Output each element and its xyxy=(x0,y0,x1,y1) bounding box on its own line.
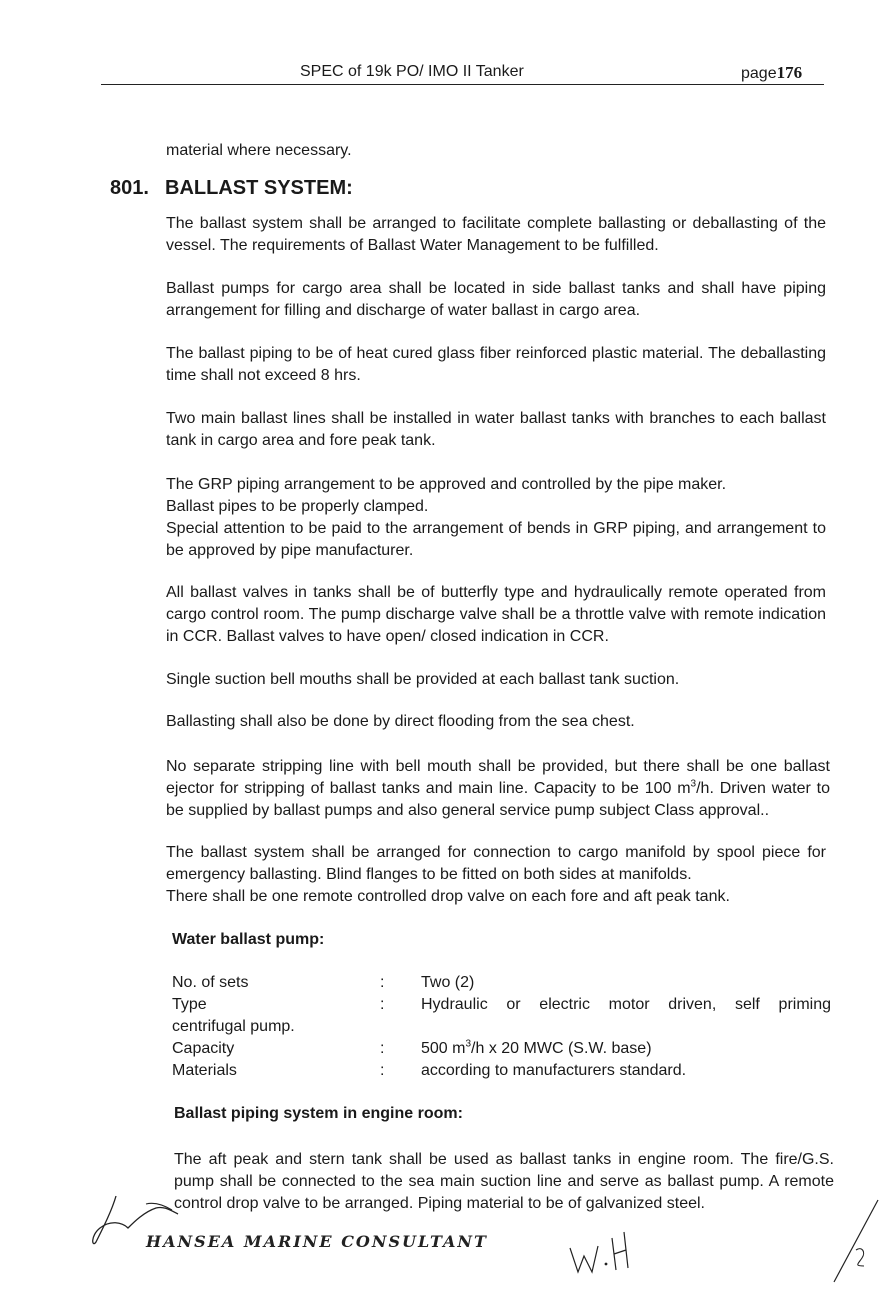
engine-room-heading: Ballast piping system in engine room: xyxy=(174,1105,463,1122)
page-number-value: 176 xyxy=(776,63,803,82)
paragraph-bell-mouths: Single suction bell mouths shall be provided at each ballast tank suction. xyxy=(166,671,680,688)
spec-value-capacity xyxy=(421,1040,652,1058)
spec-colon: : xyxy=(380,1040,385,1057)
signature-initials-center xyxy=(566,1222,636,1284)
spec-label-materials: Materials xyxy=(172,1062,237,1079)
signature-stroke-right xyxy=(826,1196,886,1290)
paragraph-valves: All ballast valves in tanks shall be of butterfly type and hydraulically remote operated from cargo control room. The pump discharge valve shall be a throttle valve with remote indication in CCR. Ballast valves to have open/ closed indication in CCR. xyxy=(166,584,826,645)
spec-colon: : xyxy=(380,1062,385,1079)
spec-colon: : xyxy=(380,996,385,1013)
page-number xyxy=(741,63,802,83)
superscript-3: 3 xyxy=(465,1038,472,1050)
paragraph-clamping: Ballast pipes to be properly clamped. xyxy=(166,498,429,515)
spec-value-materials: according to manufacturers standard. xyxy=(421,1062,687,1079)
spec-label-sets: No. of sets xyxy=(172,974,249,991)
header-title: SPEC of 19k PO/ IMO II Tanker xyxy=(300,63,524,80)
page-prefix: page xyxy=(741,65,777,82)
spec-label-capacity: Capacity xyxy=(172,1040,235,1057)
capacity-value-post: /h x 20 MWC (S.W. base) xyxy=(471,1040,652,1057)
stripping-text-part2: /h. Driven water to be supplied by ballast pumps and also general service pump subject Class approval.. xyxy=(166,780,831,819)
paragraph-ballast-pumps: Ballast pumps for cargo area shall be located in side ballast tanks and shall have piping arrangement for filling and discharge of water ballast in cargo area. xyxy=(166,280,826,319)
spec-colon: : xyxy=(380,974,385,991)
footer-company-name: HANSEA MARINE CONSULTANT xyxy=(146,1232,488,1251)
paragraph-engine-room: The aft peak and stern tank shall be used as ballast tanks in engine room. The fire/G.S. pump shall be connected to the sea main suction line and serve as ballast pump. A remote control drop valve to be arranged. Piping material to be of galvanized steel. xyxy=(174,1151,834,1212)
water-ballast-pump-heading: Water ballast pump: xyxy=(172,931,325,948)
paragraph-main-lines: Two main ballast lines shall be installed in water ballast tanks with branches to each ballast tank in cargo area and fore peak tank. xyxy=(166,410,826,449)
section-number: 801. xyxy=(110,177,149,199)
capacity-value-pre: 500 m xyxy=(421,1040,466,1057)
paragraph-bends: Special attention to be paid to the arrangement of bends in GRP piping, and arrangement to be approved by pipe manufacturer. xyxy=(166,520,826,559)
paragraph-drop-valve: There shall be one remote controlled drop valve on each fore and aft peak tank. xyxy=(166,888,730,905)
stripping-text-part1: No separate stripping line with bell mouth shall be provided, but there shall be one ballast ejector for stripping of ballast tanks and main line. Capacity to be 100 m xyxy=(166,758,830,797)
intro-line: material where necessary. xyxy=(166,142,352,159)
paragraph-cargo-manifold: The ballast system shall be arranged for connection to cargo manifold by spool piece for emergency ballasting. Blind flanges to be fitted on both sides at manifolds. xyxy=(166,844,826,883)
header-rule xyxy=(101,84,824,85)
spec-label-type: Type xyxy=(172,996,207,1013)
paragraph-ballast-piping: The ballast piping to be of heat cured glass fiber reinforced plastic material. The deballasting time shall not exceed 8 hrs. xyxy=(166,345,826,384)
superscript-3: 3 xyxy=(690,778,697,790)
spec-value-type: Hydraulic or electric motor driven, self priming xyxy=(421,996,831,1013)
paragraph-stripping xyxy=(166,756,830,822)
spec-label-centrifugal: centrifugal pump. xyxy=(172,1018,295,1035)
section-title: BALLAST SYSTEM: xyxy=(165,177,353,199)
spec-value-sets: Two (2) xyxy=(421,974,475,991)
paragraph-ballast-arrangement: The ballast system shall be arranged to facilitate complete ballasting or deballasting of the vessel. The requirements of Ballast Water Management to be fulfilled. xyxy=(166,215,826,254)
paragraph-direct-flooding: Ballasting shall also be done by direct flooding from the sea chest. xyxy=(166,713,635,730)
paragraph-grp-approval: The GRP piping arrangement to be approved and controlled by the pipe maker. xyxy=(166,476,727,493)
signature-initials-left xyxy=(86,1192,186,1252)
